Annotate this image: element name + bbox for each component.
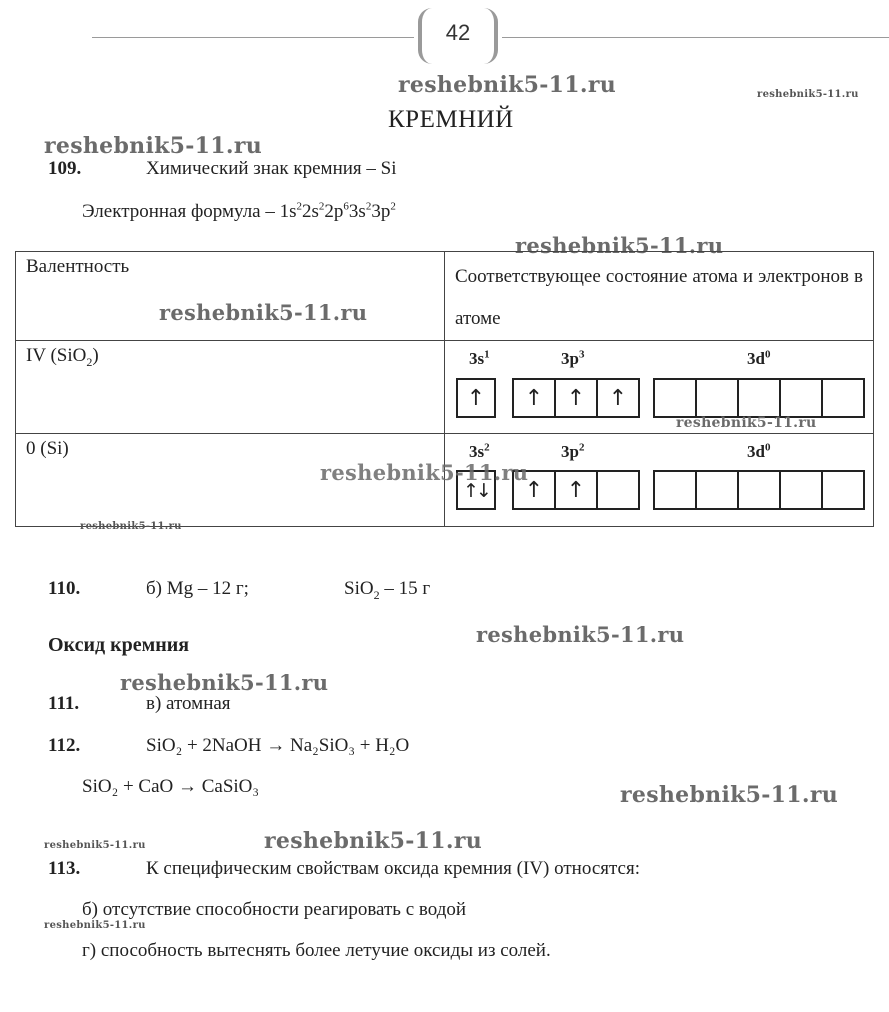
orbital-cell: ↑: [512, 470, 556, 510]
header-rule-left: [92, 37, 414, 38]
watermark: reshebnik5-11.ru: [476, 622, 685, 647]
orbital-cell: [695, 378, 739, 418]
watermark: reshebnik5-11.ru: [620, 782, 839, 808]
table-header-state: [445, 252, 874, 341]
orbital-cell: [779, 470, 823, 510]
page-title: КРЕМНИЙ: [388, 106, 514, 133]
watermark: reshebnik5-11.ru: [757, 89, 859, 100]
table-header-valence: [16, 252, 445, 341]
orbital-cell: [653, 470, 697, 510]
q110-answer-sio2: SiO$_2$ – 15 г: [344, 578, 431, 602]
orbital-cell: ↑: [554, 378, 598, 418]
electron-formula: [82, 201, 396, 223]
q109-text: Химический знак кремния – Si: [146, 158, 397, 179]
q110-answer-mg: б) Mg – 12 г;: [146, 578, 249, 599]
orbital-boxes-3s: [456, 378, 496, 418]
orbital-cell: [596, 470, 640, 510]
orbital-cell: ↑: [456, 378, 496, 418]
electron-formula-label: Электронная формула –: [82, 201, 280, 222]
orbital-cell: ↑↓: [456, 470, 496, 510]
orbital-label-3d: $3d^0$: [747, 348, 771, 368]
orbital-boxes-3d: [653, 470, 865, 510]
orbital-cell: ↑: [512, 378, 556, 418]
electron-formula-value: $1s^22s^22p^63s^23p^2$: [279, 200, 396, 222]
orbital-label-3s: $3s^1$: [469, 348, 490, 368]
orbital-cell: [695, 470, 739, 510]
question-number-111: 111.: [48, 693, 80, 714]
page-number: 42: [418, 8, 498, 64]
watermark: reshebnik5-11.ru: [320, 460, 529, 485]
question-number-113: 113.: [48, 858, 81, 879]
watermark: reshebnik5-11.ru: [44, 133, 263, 159]
table-row-valence-iv: [16, 341, 445, 434]
table-header-valence-label: Валентность: [26, 256, 130, 277]
table-header-state-label: Соответствующее состояние атома и электронов в атоме: [455, 266, 863, 329]
q113-text: К специфическим свойствам оксида кремния (IV) относятся:: [146, 858, 640, 879]
header-rule-right: [502, 37, 889, 38]
watermark: reshebnik5-11.ru: [44, 920, 146, 931]
orbital-label-3p: $3p^3$: [561, 348, 585, 368]
q113-answer-b: б) отсутствие способности реагировать с водой: [82, 899, 467, 920]
question-number-112: 112.: [48, 735, 81, 756]
watermark: reshebnik5-11.ru: [398, 72, 617, 98]
q112-equation-2: SiO₂ + CaO → CaSiO₃: [82, 776, 260, 797]
orbital-label-3d: $3d^0$: [747, 441, 771, 461]
orbital-cell: [779, 378, 823, 418]
section-heading: Оксид кремния: [48, 634, 190, 656]
watermark: reshebnik5-11.ru: [80, 521, 182, 532]
orbital-cell: [821, 470, 865, 510]
orbital-label-3p: $3p^2$: [561, 441, 585, 461]
valence-table: [15, 251, 874, 527]
question-number-109: 109.: [48, 158, 82, 179]
orbital-cell: [653, 378, 697, 418]
valence-0: 0 (Si): [26, 438, 69, 459]
orbital-cell: [737, 378, 781, 418]
orbital-cell: [821, 378, 865, 418]
orbital-cell: [737, 470, 781, 510]
q112-equation-1: SiO₂ + 2NaOH → Na₂SiO₃ + H₂O: [146, 735, 410, 756]
watermark: reshebnik5-11.ru: [264, 828, 483, 854]
watermark: reshebnik5-11.ru: [515, 233, 724, 258]
orbital-boxes-3d: [653, 378, 865, 418]
watermark: reshebnik5-11.ru: [159, 300, 368, 325]
orbital-label-3s: $3s^2$: [469, 441, 490, 461]
orbital-boxes-3p: [512, 470, 640, 510]
q111-answer: в) атомная: [146, 693, 231, 714]
orbital-boxes-3p: [512, 378, 640, 418]
orbital-cell: ↑: [596, 378, 640, 418]
question-number-110: 110.: [48, 578, 81, 599]
orbital-cell: ↑: [554, 470, 598, 510]
watermark: reshebnik5-11.ru: [676, 415, 817, 431]
valence-iv: IV (SiO$_2$): [26, 345, 99, 369]
watermark: reshebnik5-11.ru: [120, 670, 329, 695]
watermark: reshebnik5-11.ru: [44, 840, 146, 851]
q113-answer-g: г) способность вытеснять более летучие оксиды из солей.: [82, 940, 551, 961]
